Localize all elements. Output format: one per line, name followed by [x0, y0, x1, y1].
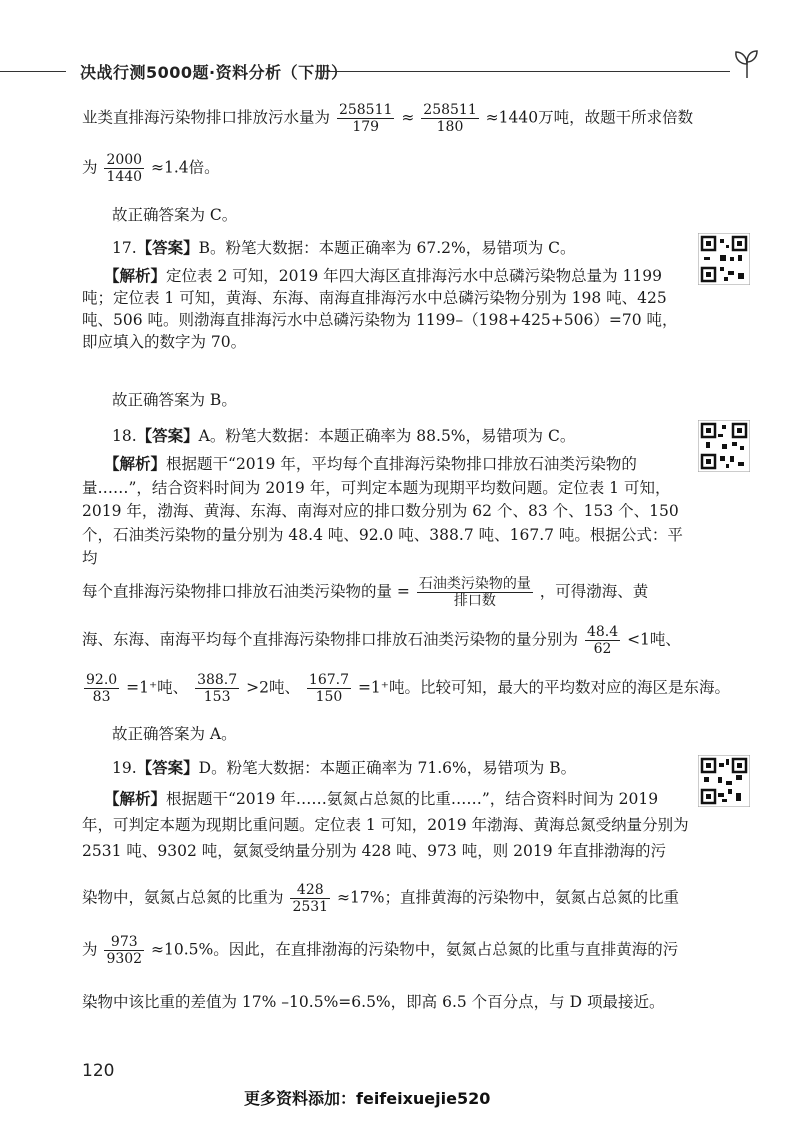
fraction-denominator: 180 — [436, 119, 464, 135]
answer-text: D。粉笔大数据：本题正确率为 71.6%，易错项为 B。 — [198, 759, 577, 777]
fraction — [417, 576, 533, 609]
fraction-numerator: 388.7 — [197, 672, 238, 688]
fraction-denominator: 179 — [352, 119, 380, 135]
text-span: ≈1.4倍。 — [151, 158, 220, 177]
fraction — [195, 672, 239, 705]
fraction-numerator: 258511 — [338, 102, 393, 118]
fraction — [585, 624, 620, 657]
fraction-numerator: 428 — [290, 882, 330, 899]
text-line — [82, 882, 679, 915]
formula-line — [82, 576, 648, 609]
fraction-numerator: 2000 — [106, 152, 143, 168]
fraction — [104, 152, 144, 185]
qr-code-icon[interactable] — [698, 233, 750, 285]
question-17-explanation — [82, 265, 690, 353]
fraction-denominator: 153 — [203, 689, 231, 705]
fraction-denominator: 83 — [92, 689, 111, 705]
text-line — [82, 102, 693, 135]
text-span: 为 — [82, 940, 98, 959]
fraction-numerator: 258511 — [423, 102, 477, 118]
header-title: 决战行测5000题·资料分析（下册） — [80, 63, 348, 82]
text-span: 每个直排海污染物排口排放石油类污染物的量 = — [82, 582, 410, 601]
fraction-denominator: 9302 — [106, 951, 143, 967]
fraction-numerator: 167.7 — [308, 672, 349, 688]
fraction — [104, 934, 144, 967]
header-rule-right — [318, 71, 730, 72]
text-span: ≈1440万吨，故题干所求倍数 — [485, 108, 694, 127]
question-19-answer — [112, 756, 576, 778]
question-19-explanation — [82, 786, 690, 864]
explanation-text: 根据题干“2019 年……氨氮占总氮的比重……”，结合资料时间为 2019 年，可判定本题为现期比重问题。定位表 1 可知，2019 年渤海、黄海总氮受纳量分别为 2531 吨、9302 吨，氨氮受纳量分别为 428 吨、973 吨，则 2019 年直排渤海的污 — [82, 790, 689, 860]
text-line: 染物中该比重的差值为 17% –10.5%=6.5%，即高 6.5 个百分点，与 D 项最接近。 — [82, 993, 665, 1011]
answer-text: B。粉笔大数据：本题正确率为 67.2%，易错项为 C。 — [198, 239, 576, 257]
text-span: 为 — [82, 158, 98, 177]
text-span: =1⁺吨、 — [126, 678, 189, 697]
answer-tag: 【答案】 — [136, 758, 199, 777]
text-span: ≈ — [401, 108, 415, 127]
text-span: 业类直排海污染物排口排放污水量为 — [82, 108, 331, 127]
fraction-numerator: 石油类污染物的量 — [418, 576, 531, 592]
fraction-denominator: 排口数 — [453, 593, 496, 609]
fraction-denominator: 1440 — [106, 169, 143, 185]
fraction-numerator: 48.4 — [586, 624, 619, 640]
text-span: <1吨、 — [627, 630, 681, 649]
fraction — [290, 882, 330, 915]
answer-tag: 【答案】 — [136, 238, 199, 257]
answer-line: 故正确答案为 B。 — [112, 391, 237, 409]
fraction — [84, 672, 119, 705]
text-span: >2吨、 — [246, 678, 300, 697]
page-header — [0, 0, 800, 100]
text-line — [82, 672, 730, 705]
qr-code-icon[interactable] — [698, 755, 750, 807]
explanation-tag: 【解析】 — [104, 266, 167, 285]
fraction-numerator: 973 — [104, 934, 144, 951]
question-18-answer — [112, 424, 575, 446]
explanation-text: 定位表 2 可知，2019 年四大海区直排海污水中总磷污染物总量为 1199 吨；定位表 1 可知，黄海、东海、南海直排海污水中总磷污染物分别为 198 吨、425 吨、506 吨。则渤海直排海污水中总磷污染物为 1199–（198+425+506）=70 吨，即应填入的数字为 70。 — [82, 267, 678, 351]
explanation-tag: 【解析】 — [104, 454, 167, 473]
fraction-denominator: 62 — [593, 641, 612, 657]
page-number: 120 — [82, 1061, 115, 1081]
fraction — [307, 672, 351, 705]
footer-note: 更多资料添加：feifeixuejie520 — [244, 1089, 491, 1108]
fraction — [337, 102, 394, 135]
text-span: ≈10.5%。因此，在直排渤海的污染物中，氨氮占总氮的比重与直排黄海的污 — [151, 940, 679, 959]
text-span: 染物中，氨氮占总氮的比重为 — [82, 888, 284, 907]
fraction-denominator: 150 — [315, 689, 343, 705]
fraction-numerator: 92.0 — [86, 672, 118, 688]
fraction-denominator: 2531 — [292, 899, 329, 915]
text-line — [82, 934, 678, 967]
text-line — [82, 624, 681, 657]
question-number: 18. — [112, 427, 137, 445]
text-line — [82, 152, 220, 185]
text-span: 海、东海、南海平均每个直排海污染物排口排放石油类污染物的量分别为 — [82, 630, 579, 649]
answer-line: 故正确答案为 C。 — [112, 206, 238, 224]
answer-line: 故正确答案为 A。 — [112, 725, 237, 743]
question-18-explanation — [82, 452, 690, 571]
question-17-answer — [112, 236, 576, 258]
question-number: 19. — [112, 759, 137, 777]
answer-tag: 【答案】 — [136, 426, 199, 445]
text-span: ≈17%；直排黄海的污染物中，氨氮占总氮的比重 — [337, 888, 679, 907]
sprout-icon — [730, 46, 764, 80]
header-rule-left — [0, 71, 66, 72]
explanation-text: 根据题干“2019 年，平均每个直排海污染物排口排放石油类污染物的量……”，结合资料时间为 2019 年，可判定本题为现期平均数问题。定位表 1 可知，2019 年，渤海、黄海、东海、南海对应的排口数分别为 62 个、83 个、153 个、150 个，石油类污染物的量分别为 48.4 吨、92.0 吨、388.7 吨、167.7 吨。根据公式：平均 — [82, 455, 683, 567]
answer-text: A。粉笔大数据：本题正确率为 88.5%，易错项为 C。 — [198, 427, 576, 445]
question-number: 17. — [112, 239, 137, 257]
text-span: =1⁺吨。比较可知，最大的平均数对应的海区是东海。 — [357, 678, 730, 697]
explanation-tag: 【解析】 — [104, 789, 167, 808]
qr-code-icon[interactable] — [698, 420, 750, 472]
fraction — [421, 102, 478, 135]
text-span: ，可得渤海、黄 — [539, 582, 649, 601]
